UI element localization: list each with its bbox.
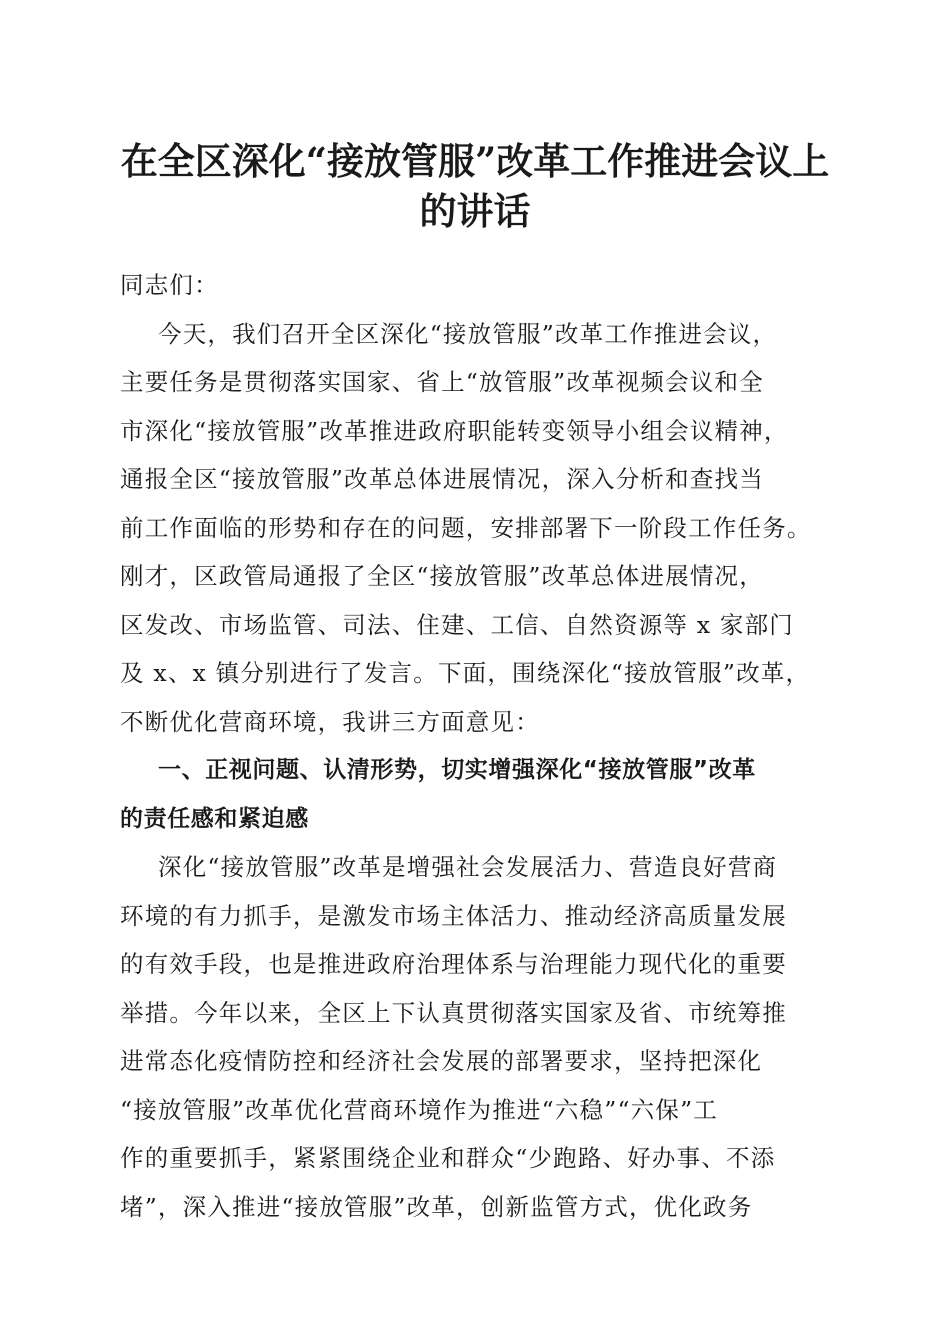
paragraph-1 (120, 310, 832, 747)
paragraph-line: 的有效手段，也是推进政府治理体系与治理能力现代化的重要 (120, 950, 787, 978)
heading-line: 的责任感和紧迫感 (120, 805, 309, 832)
heading-line: 一、正视问题、认清形势，切实增强深化“接放管服”改革 (158, 757, 756, 783)
paragraph-line: 堵”，深入推进“接放管服”改革，创新监管方式，优化政务 (120, 1192, 753, 1221)
paragraph-line: 通报全区“接放管服”改革总体进展情况，深入分析和查找当 (120, 465, 764, 493)
paragraph-line: 刚才，区政管局通报了全区“接放管服”改革总体进展情况， (120, 562, 764, 590)
paragraph-line: 前工作面临的形势和存在的问题，安排部署下一阶段工作任务。 (120, 513, 812, 542)
paragraph-line: 今天，我们召开全区深化“接放管服”改革工作推进会议， (158, 319, 778, 348)
paragraph-line: 深化“接放管服”改革是增强社会发展活力、营造良好营商 (158, 853, 778, 881)
paragraph-line: 区发改、市场监管、司法、住建、工信、自然资源等 x 家部门 (120, 610, 794, 639)
paragraph-line: 不断优化营商环境，我讲三方面意见： (120, 707, 540, 736)
paragraph-line: 进常态化疫情防控和经济社会发展的部署要求，坚持把深化 (120, 1047, 763, 1075)
title-line-1: 在全区深化“接放管服”改革工作推进会议上 (120, 139, 830, 183)
document-body (120, 261, 832, 1231)
paragraph-line: 市深化“接放管服”改革推进政府职能转变领导小组会议精神， (120, 416, 789, 445)
paragraph-line: 举措。今年以来，全区上下认真贯彻落实国家及省、市统筹推 (120, 998, 787, 1027)
paragraph-line: 作的重要抓手，紧紧围绕企业和群众“少跑路、好办事、不添 (120, 1144, 776, 1172)
document-title (100, 136, 850, 236)
title-line-2: 的讲话 (419, 189, 531, 233)
paragraph-line: 环境的有力抓手，是激发市场主体活力、推动经济高质量发展 (120, 901, 787, 930)
paragraph-2 (120, 843, 832, 1231)
paragraph-line: “接放管服”改革优化营商环境作为推进“六稳”“六保”工 (120, 1095, 718, 1124)
section-heading-1 (120, 746, 832, 843)
salutation: 同志们： (120, 271, 219, 299)
paragraph-line: 主要任务是贯彻落实国家、省上“放管服”改革视频会议和全 (120, 368, 764, 396)
paragraph-line: 及 x、x 镇分别进行了发言。下面，围绕深化“接放管服”改革， (120, 659, 811, 687)
